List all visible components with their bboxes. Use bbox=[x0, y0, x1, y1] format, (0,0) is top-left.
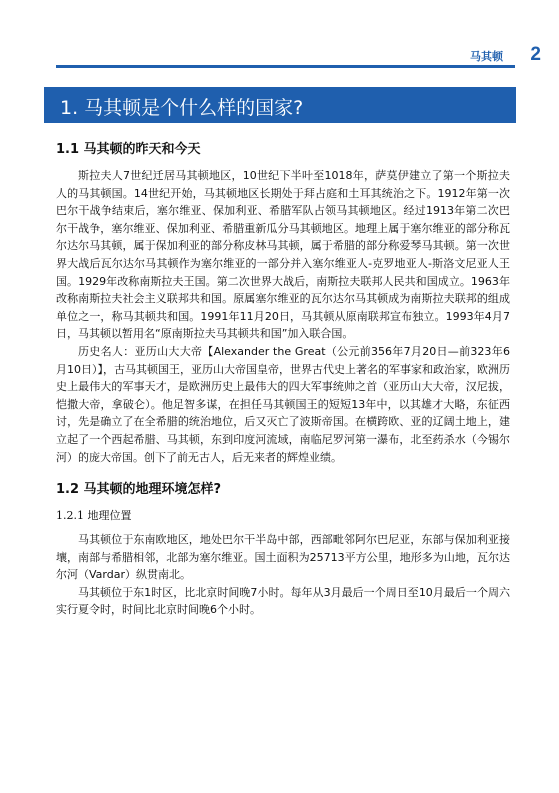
chapter-title: 1. 马其顿是个什么样的国家? bbox=[60, 97, 304, 119]
section-heading-1-2: 1.2 马其顿的地理环境怎样? bbox=[56, 482, 222, 498]
running-header bbox=[0, 44, 559, 74]
chapter-banner bbox=[44, 87, 516, 123]
page-number: 2 bbox=[530, 44, 541, 65]
page-body bbox=[56, 138, 510, 619]
header-rule bbox=[56, 65, 515, 68]
subsection-heading-1-2-1: 1.2.1 地理位置 bbox=[56, 509, 132, 523]
paragraph-alexander: 历史名人：亚历山大大帝【Alexander the Great（公元前356年7月20日—前323年6月10日）】，古马其顿国王，亚历山大帝国皇帝，世界古代史上著名的军事家和政治家，欧洲历史上最伟大的军事天才，是欧洲历史上最伟大的四大军事统帅之首（亚历山大大帝，汉尼拔，恺撒大帝，拿破仑）。他足智多谋，在担任马其顿国王的短短13年中，以其雄才大略，东征西讨，先是确立了在全希腊的统治地位，后又灭亡了波斯帝国。在横跨欧、亚的辽阔土地上，建立起了一个西起希腊、马其顿，东到印度河流域，南临尼罗河第一瀑布，北至药杀水（今锡尔河）的庞大帝国。创下了前无古人，后无来者的辉煌业绩。 bbox=[56, 344, 510, 464]
section-heading-1-1: 1.1 马其顿的昨天和今天 bbox=[56, 142, 201, 157]
paragraph-location: 马其顿位于东南欧地区，地处巴尔干半岛中部，西部毗邻阿尔巴尼亚，东部与保加利亚接壤，南部与希腊相邻，北部为塞尔维亚。国土面积为25713平方公里，地形多为山地，瓦尔达尔河（Vardar）纵贯南北。 bbox=[56, 533, 510, 582]
spacer bbox=[56, 466, 510, 478]
paragraph-history: 斯拉夫人7世纪迁居马其顿地区，10世纪下半叶至1018年，萨莫伊建立了第一个斯拉夫人的马其顿国。14世纪开始，马其顿地区长期处于拜占庭和土耳其统治之下。1912年第一次巴尔干战争结束后，塞尔维亚、保加利亚、希腊军队占领马其顿地区。经过1913年第二次巴尔干战争，塞尔维亚、保加利亚、希腊重新瓜分马其顿地区。地理上属于塞尔维亚的部分称瓦尔达尔马其顿，属于保加利亚的部分称皮林马其顿，属于希腊的部分称爱琴马其顿。第一次世界大战后瓦尔达尔马其顿作为塞尔维亚的一部分并入塞尔维亚人-克罗地亚人-斯洛文尼亚人王国。1929年改称南斯拉夫王国。第二次世界大战后，南斯拉夫联邦人民共和国成立。1963年改称南斯拉夫社会主义联邦共和国。原属塞尔维亚的瓦尔达尔马其顿成为南斯拉夫联邦的组成单位之一，称马其顿共和国。1991年11月20日，马其顿从原南联邦宣布独立。1993年4月7日，马其顿以暂用名“原南斯拉夫马其顿共和国”加入联合国。 bbox=[56, 169, 510, 341]
running-title: 马其顿 bbox=[470, 50, 503, 63]
paragraph-timezone: 马其顿位于东1时区，比北京时间晚7小时。每年从3月最后一个周日至10月最后一个周六实行夏令时，时间比北京时间晚6个小时。 bbox=[56, 585, 510, 617]
